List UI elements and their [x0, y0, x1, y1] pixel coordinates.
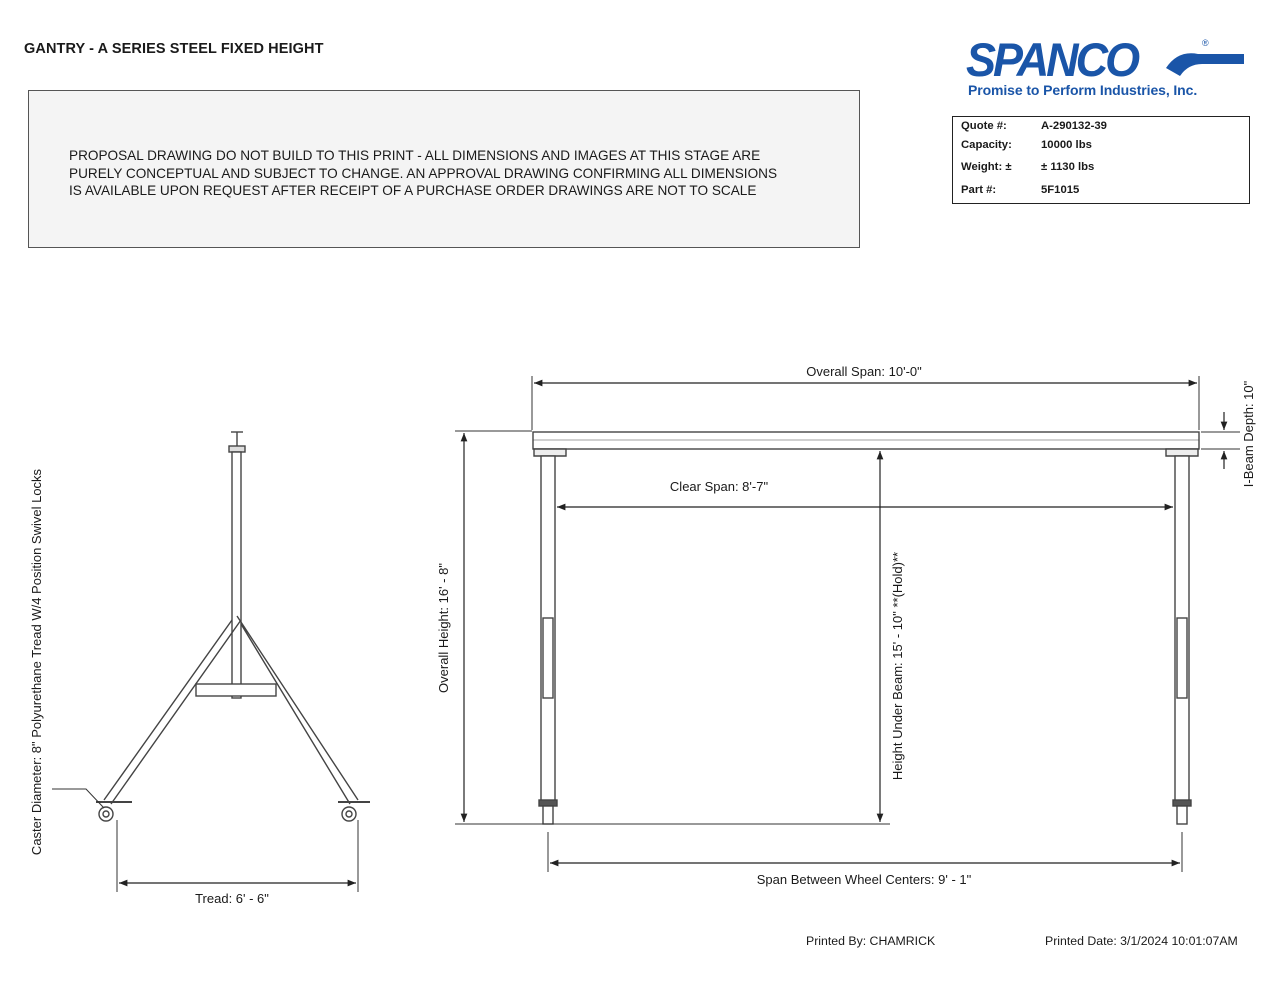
- ibeam-depth-label: I-Beam Depth: 10": [1241, 380, 1256, 488]
- page-title: GANTRY - A SERIES STEEL FIXED HEIGHT: [24, 41, 324, 57]
- front-view: [533, 432, 1199, 824]
- overall-span-label: Overall Span: 10'-0": [806, 364, 922, 379]
- overall-span-dimension: [532, 364, 1199, 430]
- capacity-label: Capacity:: [961, 139, 1012, 151]
- notice-line-3: IS AVAILABLE UPON REQUEST AFTER RECEIPT OF A PURCHASE ORDER DRAWINGS ARE NOT TO SCALE: [69, 183, 757, 198]
- weight-value: ± 1130 lbs: [1041, 161, 1095, 173]
- right-caster: [338, 802, 370, 821]
- notice-line-1: PROPOSAL DRAWING DO NOT BUILD TO THIS PRINT - ALL DIMENSIONS AND IMAGES AT THIS STAGE ARE: [69, 148, 761, 163]
- tread-label: Tread: 6' - 6": [195, 891, 269, 906]
- part-label: Part #:: [961, 184, 997, 196]
- quote-label: Quote #:: [961, 120, 1007, 132]
- i-beam: [533, 432, 1199, 449]
- clear-span-label: Clear Span: 8'-7": [669, 479, 769, 494]
- wheel-span-dimension: [548, 832, 1182, 887]
- height-under-beam-label: Height Under Beam: 15' - 10" **(Hold)**: [890, 551, 905, 781]
- capacity-value: 10000 lbs: [1041, 139, 1092, 151]
- caster-label: Caster Diameter: 8" Polyurethane Tread W/4 Position Swivel Locks: [29, 468, 44, 856]
- printed-date: Printed Date: 3/1/2024 10:01:07AM: [1045, 934, 1238, 948]
- weight-label: Weight: ±: [961, 161, 1012, 173]
- logo-wordmark: SPANCO: [966, 32, 1138, 87]
- tread-dimension: [117, 820, 358, 906]
- notice-line-2: PURELY CONCEPTUAL AND SUBJECT TO CHANGE. AN APPROVAL DRAWING CONFIRMING ALL DIMENSIONS: [69, 165, 778, 181]
- quote-value: A-290132-39: [1041, 120, 1107, 132]
- logo-tagline: Promise to Perform Industries, Inc.: [968, 82, 1198, 98]
- printed-by: Printed By: CHAMRICK: [806, 934, 936, 948]
- part-value: 5F1015: [1041, 184, 1080, 196]
- ibeam-depth-dimension: [1201, 380, 1256, 487]
- clear-span-dimension: [557, 479, 1173, 507]
- end-view: [52, 432, 370, 821]
- overall-height-dimension: [436, 431, 890, 824]
- logo-registered-mark: ®: [1202, 38, 1209, 48]
- wheel-span-label: Span Between Wheel Centers: 9' - 1": [756, 872, 972, 887]
- overall-height-label: Overall Height: 16' - 8": [436, 563, 451, 693]
